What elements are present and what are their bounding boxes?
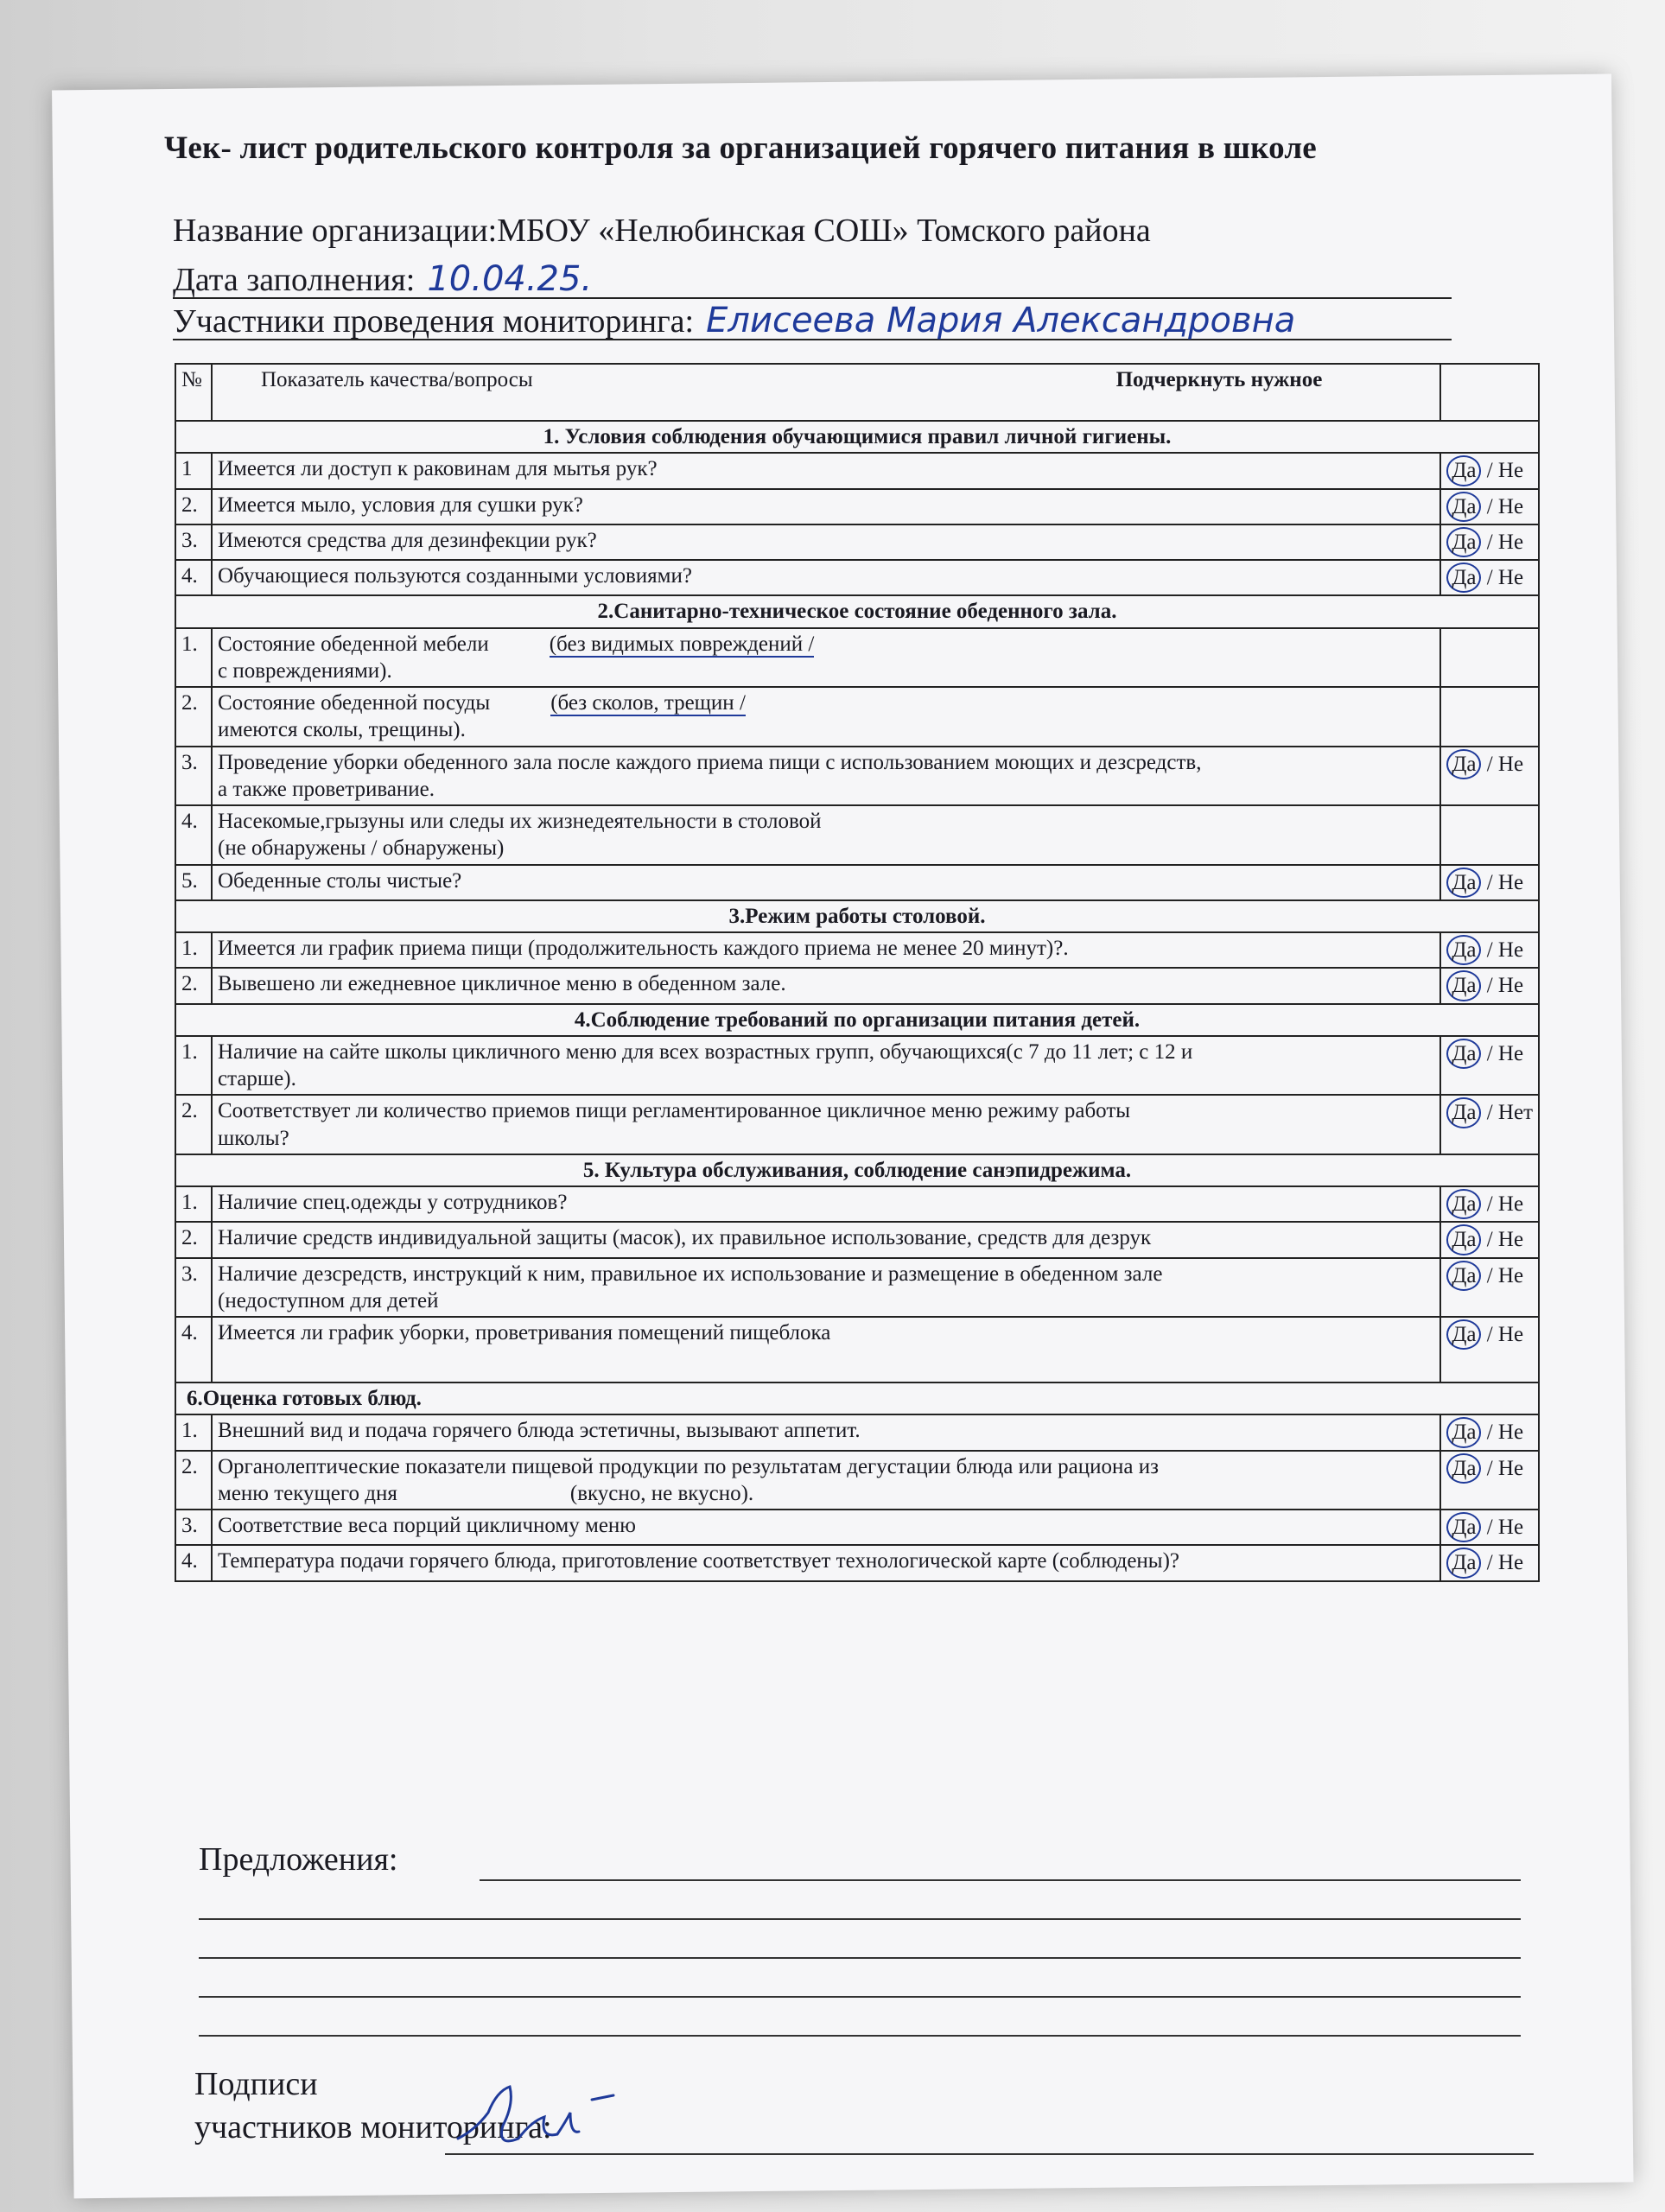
answer-cell	[1440, 1510, 1539, 1545]
answer-yes: Да	[1446, 492, 1481, 522]
answer-separator: /	[1481, 1101, 1498, 1125]
row-question	[212, 1317, 1440, 1382]
answer-cell	[1440, 453, 1539, 488]
answer-yes: Да	[1446, 1261, 1481, 1291]
document-title: Чек- лист родительского контроля за организацией горячего питания в школе	[164, 130, 1317, 166]
section-title: 3.Режим работы столовой.	[175, 900, 1539, 932]
suggestion-rule-4	[199, 1996, 1521, 1998]
suggestion-rule-2	[199, 1918, 1521, 1920]
section-header-row	[175, 1382, 1539, 1414]
question-text: Наличие дезсредств, инструкций к ним, правильное их использование и размещение в обеденном зале	[218, 1262, 1163, 1286]
row-number: 2.	[175, 489, 212, 524]
answer-separator: /	[1481, 752, 1498, 776]
row-number: 2.	[175, 1222, 212, 1257]
answer-separator: /	[1481, 1516, 1498, 1539]
suggestions-line	[199, 1840, 1521, 1878]
answer-no: Не	[1497, 1041, 1524, 1065]
answer-yes: Да	[1446, 1189, 1481, 1219]
answer-no: Не	[1497, 530, 1524, 554]
answer-cell	[1440, 1545, 1539, 1580]
date-line	[173, 259, 1452, 299]
row-number: 3.	[175, 1258, 212, 1318]
answer-cell	[1440, 489, 1539, 524]
table-row	[175, 1258, 1539, 1318]
answer-separator: /	[1481, 938, 1498, 962]
answer-separator: /	[1481, 1192, 1498, 1216]
section-header-row	[175, 595, 1539, 627]
answer-cell	[1440, 1317, 1539, 1382]
answer-yes: Да	[1446, 1417, 1481, 1447]
suggestion-rule-3	[199, 1957, 1521, 1959]
question-text: Внешний вид и подача горячего блюда эстетичны, вызывают аппетит.	[218, 1419, 861, 1443]
answer-yes: Да	[1446, 563, 1481, 593]
answer-option: (без видимых повреждений /	[549, 632, 815, 656]
answer-no: Не	[1497, 974, 1524, 998]
row-question	[212, 865, 1440, 900]
answer-no: Не	[1497, 1456, 1524, 1480]
answer-no: Нет	[1497, 1101, 1533, 1125]
question-text: Соответствие веса порций цикличному меню	[218, 1514, 636, 1537]
answer-separator: /	[1481, 494, 1498, 518]
answer-separator: /	[1481, 1323, 1498, 1346]
signatures-label-2: участников мониторинга:	[194, 2109, 552, 2145]
section-title: 1. Условия соблюдения обучающимися правил личной гигиены.	[175, 421, 1539, 453]
header-indicator	[212, 364, 1440, 421]
answer-no: Не	[1497, 870, 1524, 894]
answer-no: Не	[1497, 1323, 1524, 1346]
answer-yes: Да	[1446, 1224, 1481, 1255]
answer-separator: /	[1481, 1041, 1498, 1065]
table-row	[175, 1186, 1539, 1222]
row-number: 4.	[175, 560, 212, 595]
row-question	[212, 453, 1440, 488]
table-row	[175, 805, 1539, 865]
answer-cell	[1440, 1095, 1539, 1154]
question-text: Имеется ли график приема пищи (продолжительность каждого приема не менее 20 минут)?.	[218, 937, 1069, 960]
question-text: Вывешено ли ежедневное цикличное меню в обеденном зале.	[218, 972, 786, 996]
row-number: 2.	[175, 968, 212, 1003]
checklist-table	[175, 363, 1540, 1582]
question-text: Обеденные столы чистые?	[218, 868, 462, 893]
section-header-row	[175, 900, 1539, 932]
answer-yes: Да	[1446, 868, 1481, 898]
row-number: 4.	[175, 1317, 212, 1382]
row-number: 1.	[175, 1036, 212, 1096]
section-title: 6.Оценка готовых блюд.	[175, 1382, 1539, 1414]
answer-separator: /	[1481, 1551, 1498, 1575]
answer-yes: Да	[1446, 1039, 1481, 1069]
table-row	[175, 1451, 1539, 1510]
section-header-row	[175, 1154, 1539, 1186]
row-question	[212, 1186, 1440, 1222]
header-answer	[1440, 364, 1539, 421]
organization-value: МБОУ «Нелюбинская СОШ» Томского района	[497, 213, 1151, 249]
table-row	[175, 560, 1539, 595]
answer-no: Не	[1497, 566, 1524, 589]
table-row	[175, 1036, 1539, 1096]
table-row	[175, 747, 1539, 806]
row-question	[212, 687, 1440, 747]
row-question	[212, 489, 1440, 524]
participants-label: Участники проведения мониторинга:	[173, 303, 695, 340]
answer-cell	[1440, 687, 1539, 747]
header-num: №	[175, 364, 212, 421]
header-mark-label: Подчеркнуть нужное	[1115, 368, 1323, 391]
answer-no: Не	[1497, 1263, 1524, 1287]
section-title: 4.Соблюдение требований по организации питания детей.	[175, 1004, 1539, 1036]
question-text-cont: меню текущего дня	[218, 1481, 397, 1505]
organization-label: Название организации:	[173, 213, 498, 249]
row-question	[212, 1414, 1440, 1450]
answer-separator: /	[1481, 1421, 1498, 1445]
row-question	[212, 1258, 1440, 1318]
suggestions-label: Предложения:	[199, 1841, 398, 1878]
answer-cell	[1440, 932, 1539, 968]
suggestion-rule-1	[480, 1879, 1521, 1881]
answer-yes: Да	[1446, 1548, 1481, 1578]
answer-separator: /	[1481, 566, 1498, 589]
answer-no: Не	[1497, 1192, 1524, 1216]
answer-yes: Да	[1446, 455, 1481, 486]
answer-no: Не	[1497, 1551, 1524, 1575]
section-title: 5. Культура обслуживания, соблюдение санэпидрежима.	[175, 1154, 1539, 1186]
answer-cell	[1440, 1414, 1539, 1450]
question-text: Наличие на сайте школы цикличного меню для всех возрастных групп, обучающихся(с 7 до 11 лет; с 12 и	[218, 1039, 1193, 1064]
answer-cell	[1440, 628, 1539, 688]
row-number: 2.	[175, 1095, 212, 1154]
question-text-cont: с повреждениями).	[218, 658, 392, 683]
row-number: 2.	[175, 687, 212, 747]
question-text: Проведение уборки обеденного зала после каждого приема пищи с использованием моющих и дезсредств,	[218, 750, 1202, 774]
question-text-cont: (не обнаружены / обнаружены)	[218, 836, 505, 861]
answer-separator: /	[1481, 1263, 1498, 1287]
section-header-row	[175, 421, 1539, 453]
question-text-cont: школы?	[218, 1126, 289, 1150]
answer-separator: /	[1481, 1456, 1498, 1480]
question-text: Обучающиеся пользуются созданными условиями?	[218, 564, 692, 588]
table-row	[175, 1222, 1539, 1257]
table-row	[175, 453, 1539, 488]
row-number: 3.	[175, 747, 212, 806]
answer-cell	[1440, 968, 1539, 1003]
answer-no: Не	[1497, 752, 1524, 776]
answer-cell	[1440, 1036, 1539, 1096]
row-number: 1.	[175, 1414, 212, 1450]
row-question	[212, 1451, 1440, 1510]
answer-cell	[1440, 805, 1539, 865]
row-question	[212, 628, 1440, 688]
row-question	[212, 932, 1440, 968]
answer-yes: Да	[1446, 935, 1481, 965]
row-question	[212, 1222, 1440, 1257]
row-question	[212, 560, 1440, 595]
row-question	[212, 1036, 1440, 1096]
header-indicator-label: Показатель качества/вопросы	[261, 368, 533, 391]
question-text: Имеется ли график уборки, проветривания помещений пищеблока	[218, 1321, 831, 1344]
answer-separator: /	[1481, 974, 1498, 998]
table-row	[175, 489, 1539, 524]
answer-cell	[1440, 1186, 1539, 1222]
answer-cell	[1440, 747, 1539, 806]
row-number: 2.	[175, 1451, 212, 1510]
table-row	[175, 628, 1539, 688]
answer-yes: Да	[1446, 1097, 1481, 1128]
row-question	[212, 524, 1440, 560]
answer-separator: /	[1481, 1228, 1498, 1252]
section-header-row	[175, 1004, 1539, 1036]
handwritten-signature	[449, 2078, 622, 2160]
answer-no: Не	[1497, 1516, 1524, 1539]
organization-line	[173, 212, 1151, 250]
row-question	[212, 968, 1440, 1003]
row-number: 4.	[175, 1545, 212, 1580]
answer-separator: /	[1481, 530, 1498, 554]
participants-line	[173, 301, 1452, 340]
row-number: 1	[175, 453, 212, 488]
answer-separator: /	[1481, 459, 1498, 483]
row-number: 1.	[175, 1186, 212, 1222]
question-text-cont: а также проветривание.	[218, 777, 435, 801]
answer-option: (вкусно, не вкусно).	[569, 1481, 754, 1505]
row-number: 1.	[175, 628, 212, 688]
row-question	[212, 1545, 1440, 1580]
table-row	[175, 1095, 1539, 1154]
answer-cell	[1440, 1222, 1539, 1257]
answer-cell	[1440, 865, 1539, 900]
signatures-label-1: Подписи	[194, 2066, 318, 2102]
row-number: 3.	[175, 524, 212, 560]
table-row	[175, 1545, 1539, 1580]
question-text-cont: имеются сколы, трещины).	[218, 718, 466, 742]
answer-no: Не	[1497, 1421, 1524, 1445]
row-number: 3.	[175, 1510, 212, 1545]
table-row	[175, 932, 1539, 968]
question-text: Состояние обеденной мебели	[218, 632, 489, 656]
table-row	[175, 1414, 1539, 1450]
table-row	[175, 1317, 1539, 1382]
answer-cell	[1440, 524, 1539, 560]
question-text: Органолептические показатели пищевой продукции по результатам дегустации блюда или рациона из	[218, 1454, 1159, 1478]
table-row	[175, 1510, 1539, 1545]
section-title: 2.Санитарно-техническое состояние обеденного зала.	[175, 595, 1539, 627]
answer-no: Не	[1497, 938, 1524, 962]
answer-cell	[1440, 1258, 1539, 1318]
table-row	[175, 524, 1539, 560]
date-value: 10.04.25.	[427, 259, 593, 299]
question-text: Температура подачи горячего блюда, приготовление соответствует технологической карте (соблюдены)?	[218, 1549, 1180, 1573]
answer-yes: Да	[1446, 1319, 1481, 1350]
answer-cell	[1440, 1451, 1539, 1510]
answer-yes: Да	[1446, 970, 1481, 1001]
question-text: Наличие спец.одежды у сотрудников?	[218, 1191, 568, 1214]
table-row	[175, 968, 1539, 1003]
question-text-cont: (недоступном для детей	[218, 1288, 439, 1313]
table-row	[175, 687, 1539, 747]
answer-no: Не	[1497, 459, 1524, 483]
table-header-row	[175, 364, 1539, 421]
row-question	[212, 805, 1440, 865]
row-number: 5.	[175, 865, 212, 900]
row-question	[212, 1095, 1440, 1154]
question-text: Имеется мыло, условия для сушки рук?	[218, 493, 583, 517]
answer-no: Не	[1497, 494, 1524, 518]
question-text: Имеется ли доступ к раковинам для мытья рук?	[218, 457, 658, 481]
row-question	[212, 747, 1440, 806]
answer-cell	[1440, 560, 1539, 595]
suggestion-rule-5	[199, 2035, 1521, 2037]
question-text: Соответствует ли количество приемов пищи регламентированное цикличное меню режиму работы	[218, 1099, 1131, 1123]
answer-yes: Да	[1446, 1512, 1481, 1542]
answer-yes: Да	[1446, 1453, 1481, 1484]
question-text: Состояние обеденной посуды	[218, 691, 491, 715]
table-row	[175, 865, 1539, 900]
answer-separator: /	[1481, 870, 1498, 894]
answer-option: (без сколов, трещин /	[550, 691, 746, 715]
participants-value: Елисеева Мария Александровна	[706, 301, 1296, 340]
answer-yes: Да	[1446, 527, 1481, 557]
date-label: Дата заполнения:	[173, 262, 416, 298]
row-number: 1.	[175, 932, 212, 968]
row-number: 4.	[175, 805, 212, 865]
question-text-cont: старше).	[218, 1067, 296, 1090]
answer-no: Не	[1497, 1228, 1524, 1252]
question-text: Наличие средств индивидуальной защиты (масок), их правильное использование, средств для дезрук	[218, 1226, 1152, 1250]
row-question	[212, 1510, 1440, 1545]
question-text: Имеются средства для дезинфекции рук?	[218, 528, 597, 552]
question-text: Насекомые,грызуны или следы их жизнедеятельности в столовой	[218, 810, 822, 833]
answer-yes: Да	[1446, 749, 1481, 779]
